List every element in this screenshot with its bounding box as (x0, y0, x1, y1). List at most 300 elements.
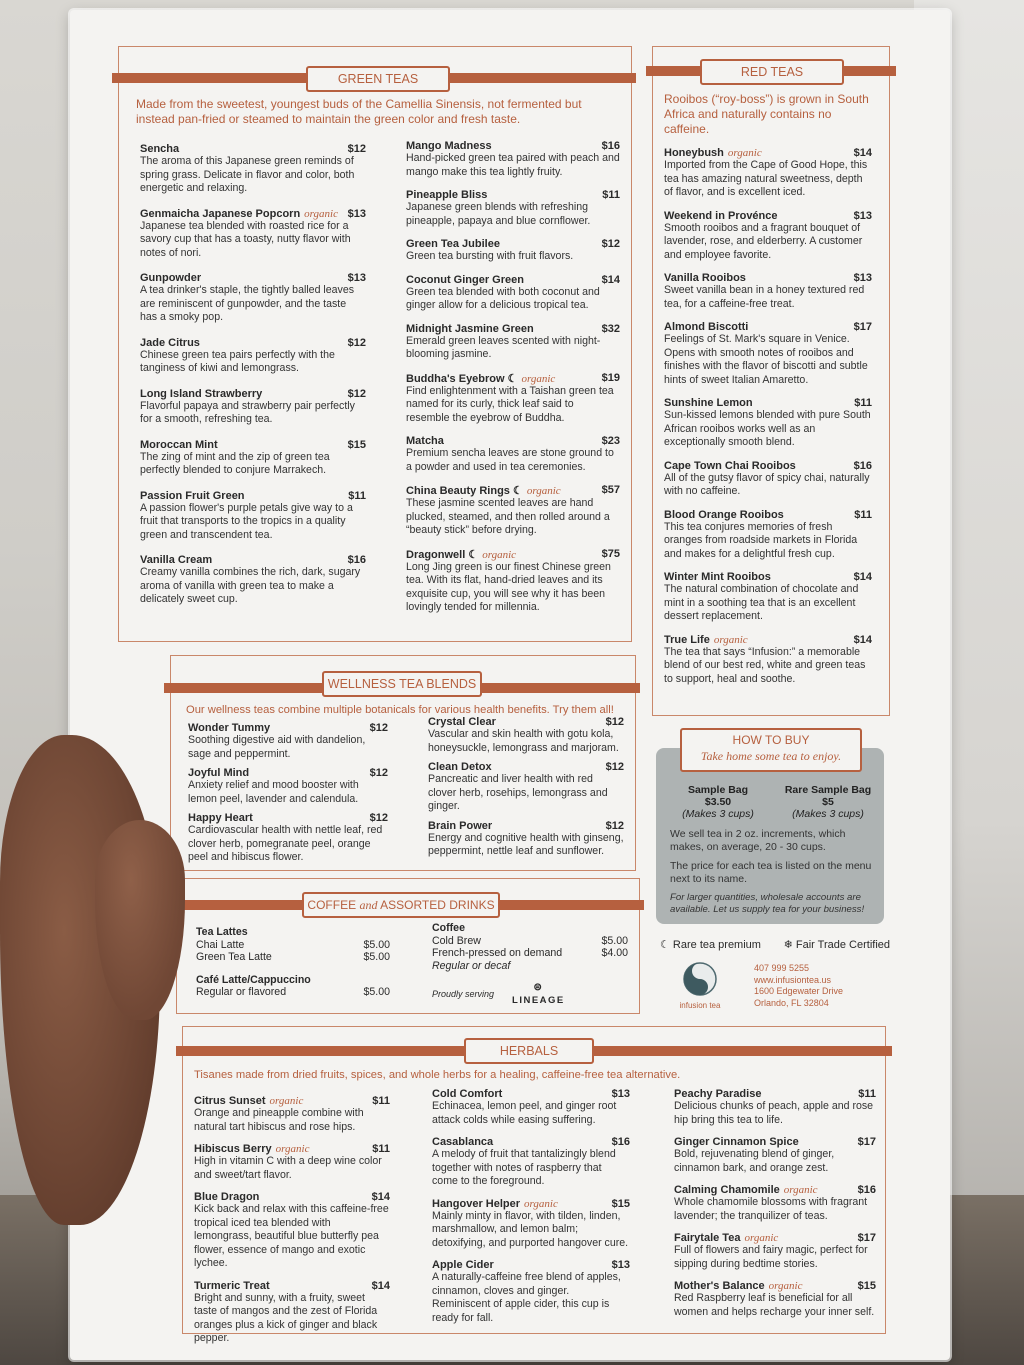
menu-item-title (428, 761, 492, 773)
menu-item-price: $17 (853, 321, 872, 333)
menu-item-price: $14 (853, 147, 872, 159)
menu-item-name: Cape Town Chai Rooibos (664, 459, 796, 472)
menu-item-name: Dragonwell ☾ (406, 548, 479, 561)
organic-tag: organic (269, 1095, 304, 1107)
menu-item-name: Green Tea Jubilee (406, 238, 500, 250)
menu-item (140, 208, 366, 261)
herbals-column-3 (674, 1088, 876, 1328)
menu-item-name: Sunshine Lemon (664, 397, 753, 409)
menu-item-title (140, 490, 245, 502)
menu-item-title (432, 1198, 558, 1210)
how-to-buy-heading: HOW TO BUY (732, 733, 810, 747)
menu-item-price: $12 (369, 767, 388, 779)
menu-item-description: Kick back and relax with this caffeine-free tropical iced tea blended with lemongrass, beautiful blue butterfly pea flower, essence of mango and exotic lychee. (194, 1203, 389, 1269)
menu-item-header (428, 716, 624, 728)
menu-item-description: Japanese tea blended with roasted rice for a savory cup that has a toasty, nutty flavor with notes of nori. (140, 219, 351, 259)
cold-brew-price: $5.00 (601, 934, 628, 947)
menu-item-title (406, 372, 555, 385)
menu-item-name: Moroccan Mint (140, 438, 218, 451)
proudly-serving: Proudly serving (432, 989, 495, 1000)
menu-item-name: Coconut Ginger Green (406, 273, 524, 286)
chai-latte-price: $5.00 (363, 938, 390, 951)
menu-item-description: High in vitamin C with a deep wine color and sweet/tart flavor. (194, 1155, 382, 1181)
menu-item-header (194, 1143, 390, 1155)
menu-item-description: Sweet vanilla bean in a honey textured red tea, for a caffeine-free treat. (664, 284, 865, 310)
menu-item-price: $17 (857, 1136, 876, 1148)
menu-item-title (140, 554, 212, 566)
menu-item-header (406, 484, 620, 497)
menu-item-header (664, 210, 872, 222)
menu-item (140, 272, 366, 325)
menu-item-description: A tea drinker's staple, the tightly balled leaves are reminiscent of gunpowder, and the taste has a smoky pop. (140, 284, 355, 323)
menu-item-title (664, 571, 771, 583)
green-teas-left-column (140, 143, 366, 619)
menu-item-price: $75 (601, 547, 620, 560)
menu-item-price: $11 (602, 189, 620, 201)
chai-latte: Chai Latte (196, 938, 245, 951)
menu-item-title (432, 1136, 493, 1148)
menu-item-price: $15 (857, 1280, 876, 1292)
menu-item (140, 554, 366, 607)
herbals-heading: HERBALS (464, 1038, 594, 1064)
menu-item (406, 435, 620, 474)
menu-item-header (188, 812, 388, 824)
menu-item-title (406, 274, 524, 286)
menu-item-title (664, 509, 784, 521)
menu-item-description: A melody of fruit that tantalizingly blend together with notes of raspberry that come to the foreground. (432, 1148, 616, 1187)
coffee-heading (302, 892, 500, 918)
contact-street: 1600 Edgewater Drive (754, 986, 844, 996)
menu-item-header (674, 1232, 876, 1244)
menu-item-title (406, 323, 534, 335)
menu-item-price: $12 (347, 387, 366, 400)
organic-tag: organic (768, 1280, 803, 1292)
menu-item-header (664, 571, 872, 583)
menu-item-header (140, 388, 366, 400)
wellness-heading: WELLNESS TEA BLENDS (322, 671, 482, 697)
menu-item-header (664, 634, 872, 646)
menu-item (664, 321, 872, 387)
menu-item-title (194, 1095, 303, 1107)
menu-item-price: $13 (611, 1259, 630, 1271)
menu-item (140, 143, 366, 196)
menu-item-description: Echinacea, lemon peel, and ginger root attack colds while easing suffering. (432, 1100, 617, 1126)
menu-item-price: $12 (369, 722, 388, 734)
menu-item-price: $13 (853, 272, 872, 284)
menu-item-title (664, 272, 746, 284)
menu-item (664, 210, 872, 263)
menu-item-header (140, 272, 366, 284)
coffee-left-column (196, 926, 390, 999)
herbals-intro: Tisanes made from dried fruits, spices, and whole herbs for a healing, caffeine-free tea alternative. (194, 1069, 681, 1081)
menu-item-title (432, 1259, 494, 1271)
menu-item-title (406, 484, 561, 497)
menu-item (140, 337, 366, 376)
menu-item-price: $12 (369, 812, 388, 824)
menu-item-description: A passion flower's purple petals give way to a fruit that transports to the tropics in a quality green and transcendent tea. (140, 501, 353, 541)
menu-item-name: Ginger Cinnamon Spice (674, 1136, 799, 1148)
contact-website[interactable]: www.infusiontea.us (754, 974, 832, 985)
menu-item-description: Cardiovascular health with nettle leaf, red clover herb, pomegranate peel, orange peel and hibiscus flower. (188, 824, 383, 863)
menu-item-price: $11 (372, 1095, 390, 1107)
menu-item (428, 716, 624, 755)
menu-item-header (140, 554, 366, 566)
menu-item-header (140, 208, 366, 220)
menu-item-title (428, 716, 496, 728)
menu-item (406, 323, 620, 362)
menu-item-price: $14 (853, 633, 872, 646)
menu-item-name: Vanilla Cream (140, 554, 213, 566)
herbals-column-2 (432, 1088, 630, 1334)
menu-item-title (140, 337, 200, 349)
menu-item-title (674, 1184, 818, 1196)
menu-item-price: $16 (857, 1184, 876, 1196)
buy-paragraph-3: For larger quantities, wholesale accounts are available. Let us supply tea for your business! (670, 892, 865, 915)
menu-item-title (188, 722, 270, 734)
coffee-heading-b: ASSORTED DRINKS (380, 898, 495, 912)
menu-item-name: Peachy Paradise (674, 1088, 762, 1100)
menu-item-title (140, 143, 179, 155)
tea-lattes-title: Tea Lattes (196, 926, 248, 938)
cafe-latte-sub: Regular or flavored (196, 986, 287, 998)
menu-item-price: $11 (858, 1088, 876, 1100)
cold-brew: Cold Brew (432, 934, 481, 947)
menu-item-price: $23 (601, 435, 620, 447)
menu-item-name: Sencha (140, 143, 180, 155)
organic-tag: organic (275, 1143, 310, 1155)
contact-city: Orlando, FL 32804 (754, 997, 829, 1008)
menu-item-header (406, 372, 620, 385)
menu-item (188, 812, 388, 865)
menu-item-header (432, 1136, 630, 1148)
red-teas-column (664, 147, 872, 696)
menu-item-description: Emerald green leaves scented with night-blooming jasmine. (406, 334, 601, 360)
menu-item-header (432, 1198, 630, 1210)
menu-item-name: Passion Fruit Green (140, 489, 245, 502)
menu-item (406, 238, 620, 264)
menu-item (674, 1136, 876, 1175)
menu-item-name: Cold Comfort (432, 1088, 503, 1100)
menu-item-description: This tea conjures memories of fresh oranges from roadside markets in Florida and makes for a delightful fresh cup. (664, 520, 858, 560)
menu-item (406, 548, 620, 615)
menu-item (406, 189, 620, 228)
menu-item (432, 1088, 630, 1127)
menu-item-price: $11 (348, 489, 366, 502)
menu-item-price: $13 (347, 207, 366, 220)
menu-item-header (406, 435, 620, 447)
buy-paragraph-1: We sell tea in 2 oz. increments, which makes, on average, 20 - 30 cups. (670, 828, 846, 853)
menu-item (432, 1136, 630, 1189)
menu-item-name: Almond Biscotti (664, 321, 749, 333)
menu-item-name: Hibiscus Berry (194, 1143, 272, 1155)
menu-item-header (674, 1184, 876, 1196)
menu-item (664, 509, 872, 562)
brand-name: infusion tea (679, 1001, 721, 1010)
menu-item-description: Anxiety relief and mood booster with lemon peel, lavender and calendula. (188, 779, 359, 805)
menu-item (664, 571, 872, 624)
coffee-title: Coffee (432, 922, 465, 934)
menu-item (428, 820, 624, 859)
green-teas-right-column (406, 140, 620, 625)
menu-item-name: Gunpowder (140, 272, 202, 284)
menu-item (674, 1088, 876, 1127)
menu-item (140, 388, 366, 427)
sample-bag-price: $3.50 (704, 796, 732, 808)
menu-item (674, 1280, 876, 1319)
menu-item-name: Brain Power (428, 819, 493, 832)
menu-item-price: $12 (605, 761, 624, 773)
menu-item-name: True Life (664, 633, 710, 646)
green-tea-latte-price: $5.00 (363, 951, 390, 963)
menu-item-title (674, 1136, 799, 1148)
menu-item-title (406, 140, 492, 152)
menu-item-price: $57 (601, 484, 620, 496)
menu-item (428, 761, 624, 814)
legend-fair-trade: ❄ Fair Trade Certified (783, 939, 890, 951)
menu-item-title (406, 238, 500, 250)
menu-item-description: Delicious chunks of peach, apple and rose hip bring this tea to life. (674, 1100, 874, 1126)
menu-item-title (194, 1191, 259, 1203)
menu-item-description: All of the gutsy flavor of spicy chai, naturally with no caffeine. (664, 471, 870, 497)
menu-item (432, 1259, 630, 1325)
lineage-logo-icon: ⊜ (533, 982, 544, 993)
menu-item-description: The aroma of this Japanese green reminds of spring grass. Delicate in flavor and color, both energetic and relaxing. (140, 155, 355, 194)
menu-item-name: Calming Chamomile (674, 1184, 780, 1196)
menu-item (188, 722, 388, 761)
menu-item-title (664, 634, 748, 646)
rare-sample-bag-label: Rare Sample Bag (784, 784, 872, 796)
menu-item-name: Pineapple Bliss (406, 189, 488, 201)
how-to-buy-content (670, 784, 880, 916)
menu-item (406, 140, 620, 179)
menu-item-description: Pancreatic and liver health with red clover herb, rosehips, lemongrass and ginger. (428, 773, 608, 812)
menu-item-header (194, 1191, 390, 1203)
rare-sample-bag (776, 784, 880, 820)
cafe-latte-title: Café Latte/Cappuccino (196, 973, 311, 986)
menu-item-title (674, 1232, 778, 1244)
menu-item-price: $12 (605, 819, 624, 832)
menu-item-description: Green tea bursting with fruit flavors. (406, 250, 574, 262)
menu-item-header (188, 722, 388, 734)
menu-item-header (664, 509, 872, 521)
menu-item (406, 484, 620, 538)
menu-item-title (194, 1143, 309, 1155)
menu-item-description: Find enlightenment with a Taishan green tea named for its curly, thick leaf said to resemble the eyebrow of Buddha. (406, 384, 614, 424)
menu-item-description: Creamy vanilla combines the rich, dark, sugary aroma of vanilla with green tea to make a delicately sweet cup. (140, 566, 361, 605)
legend-rare-premium: ☾ Rare tea premium (660, 939, 761, 951)
menu-item (194, 1143, 390, 1182)
menu-item-description: The natural combination of chocolate and mint in a soothing tea that is an excellent dessert replacement. (664, 583, 859, 622)
coffee-heading-and: and (359, 898, 378, 912)
menu-item-description: Mainly minty in flavor, with tilden, linden, marshmallow, and lemon balm; detoxifying, and purported hangover cure. (432, 1209, 629, 1249)
menu-item-price: $14 (853, 571, 872, 583)
french-press-price: $4.00 (601, 947, 628, 959)
menu-item-description: Sun-kissed lemons blended with pure South African rooibos works well as an exceptionally smooth blend. (664, 409, 871, 448)
infusion-logo-icon (683, 962, 717, 996)
menu-item-price: $13 (611, 1088, 630, 1100)
menu-item-price: $13 (853, 209, 872, 222)
menu-item-description: Imported from the Cape of Good Hope, this tea has amazing natural sweetness, depth of flavor, and is excellent iced. (664, 159, 868, 198)
menu-item (140, 439, 366, 478)
menu-item-header (664, 272, 872, 284)
menu-item-price: $15 (611, 1197, 630, 1210)
menu-item-header (406, 323, 620, 335)
menu-item-title (664, 460, 796, 472)
menu-item-name: Fairytale Tea (674, 1232, 741, 1244)
menu-item-description: Green tea blended with both coconut and ginger allow for a delicious tropical tea. (406, 285, 600, 311)
red-teas-heading: RED TEAS (700, 59, 844, 85)
menu-item-name: Midnight Jasmine Green (406, 322, 534, 335)
menu-item-price: $12 (605, 716, 624, 728)
menu-item-title (406, 435, 444, 447)
menu-item-title (432, 1088, 502, 1100)
menu-item-name: Vanilla Rooibos (664, 272, 746, 284)
menu-item-header (664, 147, 872, 159)
menu-item (664, 460, 872, 499)
organic-tag: organic (783, 1184, 818, 1196)
menu-item-price: $12 (347, 143, 366, 155)
menu-item-price: $16 (347, 554, 366, 566)
contact-phone[interactable]: 407 999 5255 (754, 963, 810, 973)
menu-item-name: Honeybush (664, 147, 724, 159)
infusion-logo (670, 962, 730, 1010)
menu-item-description: Full of flowers and fairy magic, perfect for sipping during bedtime stories. (674, 1244, 868, 1270)
menu-item-description: Long Jing green is our finest Chinese green tea. With its flat, hand-dried leaves and its exquisite cup, you will see why it has been lovingly tended for millennia. (406, 560, 611, 613)
buy-paragraph-2: The price for each tea is listed on the menu next to its name. (670, 860, 872, 885)
menu-item-name: Clean Detox (428, 761, 492, 773)
menu-item-title (664, 210, 778, 222)
menu-item-name: China Beauty Rings ☾ (406, 485, 523, 497)
organic-tag: organic (744, 1232, 779, 1244)
menu-item (194, 1280, 390, 1346)
menu-item-header (406, 189, 620, 201)
wellness-left-column (188, 722, 388, 871)
menu-item-description: Smooth rooibos and a fragrant bouquet of lavender, rose, and elderberry. A customer and employee favorite. (664, 221, 863, 261)
menu-item (194, 1095, 390, 1134)
sample-bag-label: Sample Bag (687, 784, 749, 796)
menu-item-title (140, 439, 218, 451)
organic-tag: organic (727, 147, 762, 159)
legend (660, 938, 890, 951)
menu-item-description: The tea that says “Infusion:” a memorable blend of our best red, white and green teas to support, heal and soothe. (664, 645, 866, 685)
menu-item-price: $16 (611, 1136, 630, 1148)
menu-item-header (664, 397, 872, 409)
menu-item (406, 274, 620, 313)
menu-item-title (140, 208, 338, 220)
lineage-wordmark: LINEAGE (512, 994, 565, 1006)
menu-item-name: Wonder Tummy (188, 722, 271, 734)
menu-item-description: Premium sencha leaves are stone ground to a powder and used in tea ceremonies. (406, 447, 614, 473)
organic-tag: organic (713, 633, 748, 646)
regular-decaf: Regular or decaf (432, 959, 511, 972)
organic-tag: organic (521, 372, 556, 385)
menu-item-header (188, 767, 388, 779)
menu-item (674, 1232, 876, 1271)
menu-item-description: Flavorful papaya and strawberry pair perfectly for a smooth, refreshing tea. (140, 399, 355, 425)
cafe-latte-price: $5.00 (363, 986, 390, 998)
menu-item-title (664, 397, 753, 409)
coffee-heading-a: COFFEE (307, 898, 357, 912)
menu-item-header (432, 1088, 630, 1100)
menu-item (664, 634, 872, 687)
green-teas-heading: GREEN TEAS (306, 66, 450, 92)
menu-item-name: Joyful Mind (188, 767, 250, 779)
menu-item-price: $14 (371, 1191, 390, 1203)
organic-tag: organic (304, 207, 338, 220)
menu-item-name: Buddha's Eyebrow ☾ (406, 372, 518, 385)
menu-item (140, 490, 366, 543)
menu-item-name: Mango Madness (406, 140, 492, 152)
menu-item-description: Feelings of St. Mark's square in Venice. Opens with smooth notes of rooibos and finishes with the flavor of biscotti and subtle hints of sweet Italian Amaretto. (664, 333, 868, 386)
menu-item-header (406, 548, 620, 561)
menu-item-name: Hangover Helper (432, 1197, 521, 1210)
tea-menu-sheet (70, 10, 950, 1360)
menu-item-price: $11 (372, 1143, 390, 1155)
menu-item-price: $19 (601, 371, 620, 384)
menu-item-name: Citrus Sunset (194, 1095, 266, 1107)
menu-item-name: Happy Heart (188, 812, 253, 824)
sample-bag-note: (Makes 3 cups) (682, 808, 754, 820)
menu-item-title (664, 147, 762, 159)
red-teas-intro: Rooibos (“roy-boss”) is grown in South Africa and naturally contains no caffeine. (664, 92, 869, 136)
menu-item (432, 1198, 630, 1251)
coffee-right-column (432, 922, 628, 1007)
menu-item-title (140, 272, 201, 284)
menu-item-description: These jasmine scented leaves are hand plucked, steamed, and then rolled around a “beauty stick” before drying. (406, 497, 610, 536)
menu-item-name: Long Island Strawberry (140, 387, 263, 400)
menu-item-price: $16 (853, 459, 872, 472)
menu-item-price: $12 (347, 336, 366, 349)
menu-item-title (406, 548, 516, 561)
lineage-logo (512, 982, 565, 1007)
menu-item-header (406, 140, 620, 152)
menu-item-description: Energy and cognitive health with ginseng, peppermint, nettle leaf and sunflower. (428, 831, 624, 857)
menu-item (188, 767, 388, 806)
menu-item-description: Red Raspberry leaf is beneficial for all women and helps recharge your inner self. (674, 1292, 875, 1318)
menu-item-description: Bright and sunny, with a fruity, sweet taste of mangos and the zest of Florida oranges plus a kick of ginger and black pepper. (194, 1291, 378, 1344)
menu-item-header (140, 439, 366, 451)
menu-item-header (406, 238, 620, 250)
herbals-column-1 (194, 1095, 390, 1355)
how-to-buy-sub: Take home some tea to enjoy. (700, 749, 842, 763)
menu-item-header (428, 761, 624, 773)
menu-item-header (140, 143, 366, 155)
menu-item-header (674, 1088, 876, 1100)
menu-item-price: $14 (601, 273, 620, 286)
menu-item-description: Whole chamomile blossoms with fragrant lavender; the tranquilizer of teas. (674, 1196, 868, 1222)
menu-item-header (194, 1095, 390, 1107)
menu-item-price: $32 (601, 322, 620, 335)
menu-item-title (674, 1280, 802, 1292)
menu-item-name: Casablanca (432, 1136, 494, 1148)
menu-item-name: Blood Orange Rooibos (664, 508, 784, 521)
menu-item (664, 272, 872, 311)
menu-item (664, 397, 872, 450)
menu-item-title (188, 767, 249, 779)
menu-item-header (432, 1259, 630, 1271)
menu-item (194, 1191, 390, 1271)
menu-item-title (674, 1088, 761, 1100)
organic-tag: organic (524, 1197, 558, 1210)
menu-item-header (674, 1136, 876, 1148)
wellness-right-column (428, 716, 624, 865)
menu-item-price: $11 (854, 508, 872, 521)
sample-bag (670, 784, 766, 820)
menu-item (664, 147, 872, 200)
organic-tag: organic (526, 485, 561, 497)
menu-item-header (428, 820, 624, 832)
french-press: French-pressed on demand (432, 947, 563, 959)
